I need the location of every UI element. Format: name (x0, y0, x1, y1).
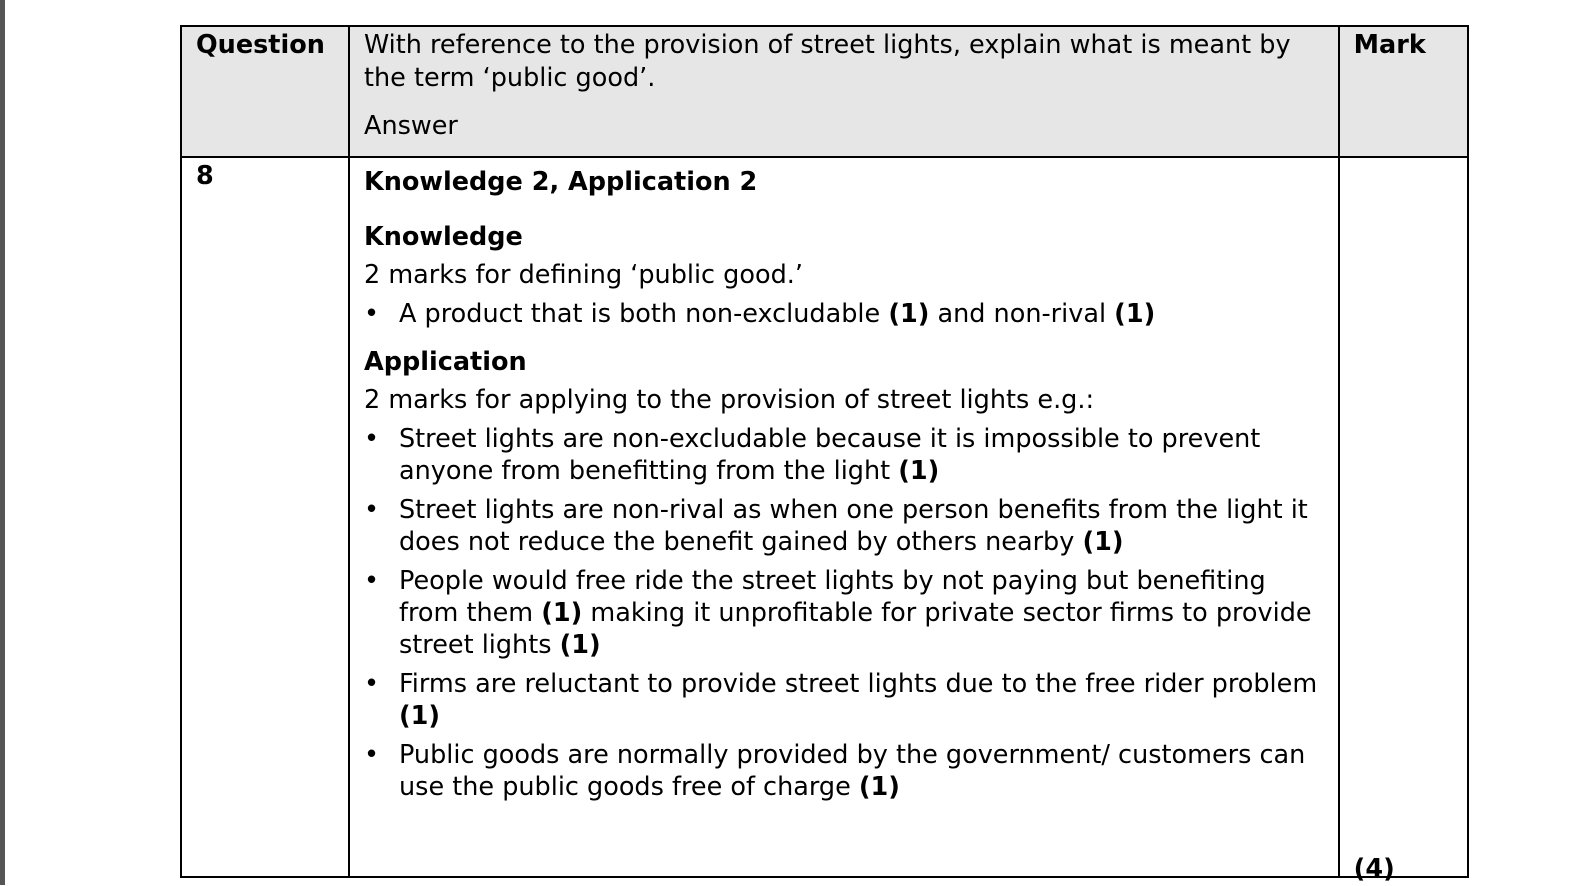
knowledge-points-list (364, 298, 1324, 330)
marks-summary: Knowledge 2, Application 2 (364, 167, 758, 197)
mark-allocation: (1) (1082, 527, 1124, 557)
mark-allocation: (1) (888, 299, 930, 329)
list-item (364, 494, 1324, 558)
question-header-cell (181, 26, 349, 157)
mark-allocation: (1) (559, 630, 601, 660)
question-column-label: Question (196, 30, 325, 60)
question-text: With reference to the provision of street lights, explain what is meant by the term ‘public good’. (364, 30, 1291, 93)
point-text: Firms are reluctant to provide street lights due to the free rider problem (399, 669, 1318, 699)
question-number: 8 (196, 161, 214, 191)
list-item (364, 565, 1324, 661)
list-item (364, 298, 1324, 330)
mark-allocation: (1) (858, 772, 900, 802)
point-text: Public goods are normally provided by the government/ customers can use the public goods free of charge (399, 740, 1306, 802)
mark-header-cell (1339, 26, 1468, 157)
answer-label: Answer (364, 111, 458, 141)
answer-cell (349, 157, 1339, 877)
list-item (364, 739, 1324, 803)
application-heading: Application (364, 347, 527, 377)
point-text: People would free ride the street lights by not paying but benefiting from them (399, 566, 1266, 628)
mark-value-cell (1339, 157, 1468, 884)
point-text: making it unprofitable for private sector firms to provide street lights (399, 598, 1312, 660)
question-number-cell (181, 157, 349, 877)
mark-scheme-table (180, 25, 1469, 884)
mark-allocation: (1) (898, 456, 940, 486)
point-text: and non-rival (929, 299, 1115, 329)
mark-allocation: (1) (541, 598, 583, 628)
list-item (364, 668, 1324, 732)
application-intro: 2 marks for applying to the provision of street lights e.g.: (364, 385, 1095, 415)
page-left-edge (0, 0, 5, 885)
total-marks: (4) (1353, 854, 1395, 884)
point-text: A product that is both non-excludable (399, 299, 889, 329)
mark-column-label: Mark (1353, 30, 1426, 60)
mark-allocation: (1) (1114, 299, 1156, 329)
question-text-cell (349, 26, 1339, 157)
point-text: Street lights are non-excludable because it is impossible to prevent anyone from benefitting from the light (399, 424, 1261, 486)
mark-allocation: (1) (399, 701, 441, 731)
application-points-list (364, 423, 1324, 803)
table-row (181, 157, 1468, 877)
list-item (364, 423, 1324, 487)
knowledge-heading: Knowledge (364, 222, 523, 252)
knowledge-intro: 2 marks for defining ‘public good.’ (364, 260, 803, 290)
table-header-row (181, 26, 1468, 157)
point-text: Street lights are non-rival as when one person benefits from the light it does not reduce the benefit gained by others nearby (399, 495, 1308, 557)
